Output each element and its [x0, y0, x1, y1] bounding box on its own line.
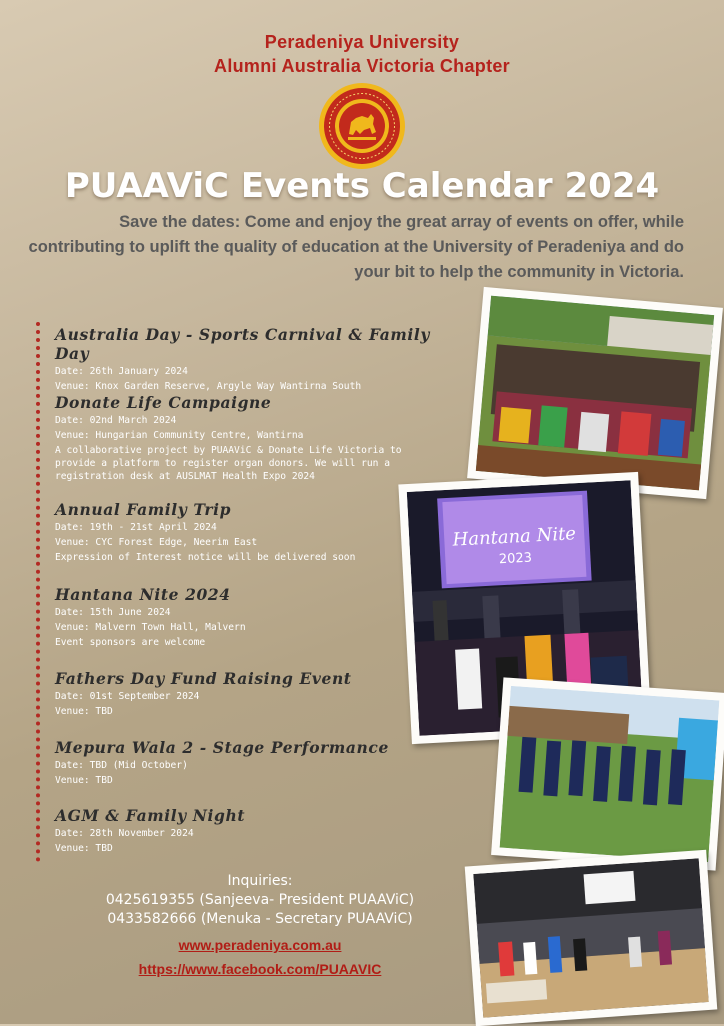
event-date: Date: 01st September 2024 [55, 691, 200, 702]
stage-screen-year: 2023 [498, 550, 533, 568]
inquiries [60, 872, 460, 929]
university-crest-logo [318, 82, 406, 170]
event-hantana-nite [55, 585, 455, 649]
event-date: Date: TBD (Mid October) [55, 760, 188, 771]
inquiries-phone-president: 0425619355 (Sanjeeva- President PUAAViC) [105, 892, 415, 908]
timeline-dotted-line [36, 322, 40, 862]
org-name-line2: Alumni Australia Victoria Chapter [214, 56, 510, 76]
event-australia-day [55, 325, 455, 393]
event-title: AGM & Family Night [55, 806, 246, 825]
event-agm [55, 806, 455, 855]
event-date: Date: 19th - 21st April 2024 [55, 522, 217, 533]
event-family-trip [55, 500, 455, 564]
event-date: Date: 02nd March 2024 [55, 415, 177, 426]
event-date: Date: 15th June 2024 [55, 607, 171, 618]
event-venue: Venue: Hungarian Community Centre, Wantirna [55, 430, 304, 441]
event-venue: Venue: TBD [55, 775, 113, 786]
event-note: A collaborative project by PUAAViC & Donate Life Victoria to provide a platform to register organ donors. We will run a registration desk at AUSLMAT Health Expo 2024 [55, 445, 402, 482]
event-fathers-day [55, 669, 455, 718]
event-note: Event sponsors are welcome [55, 637, 206, 648]
website-link[interactable]: www.peradeniya.com.au [178, 937, 342, 953]
event-title: Mepura Wala 2 - Stage Performance [55, 738, 389, 757]
event-note: Expression of Interest notice will be delivered soon [55, 552, 356, 563]
inquiries-phone-secretary: 0433582666 (Menuka - Secretary PUAAViC) [107, 911, 413, 927]
event-venue: Venue: Knox Garden Reserve, Argyle Way Wantirna South [55, 381, 362, 392]
group-photo-image [476, 296, 714, 491]
event-venue: Venue: TBD [55, 843, 113, 854]
event-title: Fathers Day Fund Raising Event [55, 669, 352, 688]
stage-screen-title: Hantana Nite [452, 523, 577, 551]
photo-family-night-hall [465, 850, 718, 1026]
event-title: Donate Life Campaigne [55, 393, 272, 412]
event-mepura-wala [55, 738, 455, 787]
event-donate-life [55, 393, 455, 483]
facebook-link[interactable]: https://www.facebook.com/PUAAVIC [138, 961, 382, 977]
photo-sports-team [491, 677, 724, 870]
event-title: Annual Family Trip [55, 500, 232, 519]
event-venue: Venue: Malvern Town Hall, Malvern [55, 622, 246, 633]
inquiries-heading: Inquiries: [227, 873, 293, 889]
org-name-line1: Peradeniya University [264, 32, 460, 52]
hall-photo-image [473, 858, 708, 1017]
event-date: Date: 26th January 2024 [55, 366, 188, 377]
photo-australia-day-group [467, 287, 723, 499]
page-title: PUAAViC Events Calendar 2024 [64, 166, 660, 206]
intro-text: Save the dates: Come and enjoy the great array of events on offer, while contributing to uplift the quality of education at the University of Peradeniya and do your bit to help the community in Victoria. [28, 213, 684, 281]
event-date: Date: 28th November 2024 [55, 828, 194, 839]
event-title: Hantana Nite 2024 [55, 585, 231, 604]
team-photo-image [500, 686, 720, 862]
event-title: Australia Day - Sports Carnival & Family Day [55, 325, 430, 363]
event-venue: Venue: TBD [55, 706, 113, 717]
event-venue: Venue: CYC Forest Edge, Neerim East [55, 537, 258, 548]
